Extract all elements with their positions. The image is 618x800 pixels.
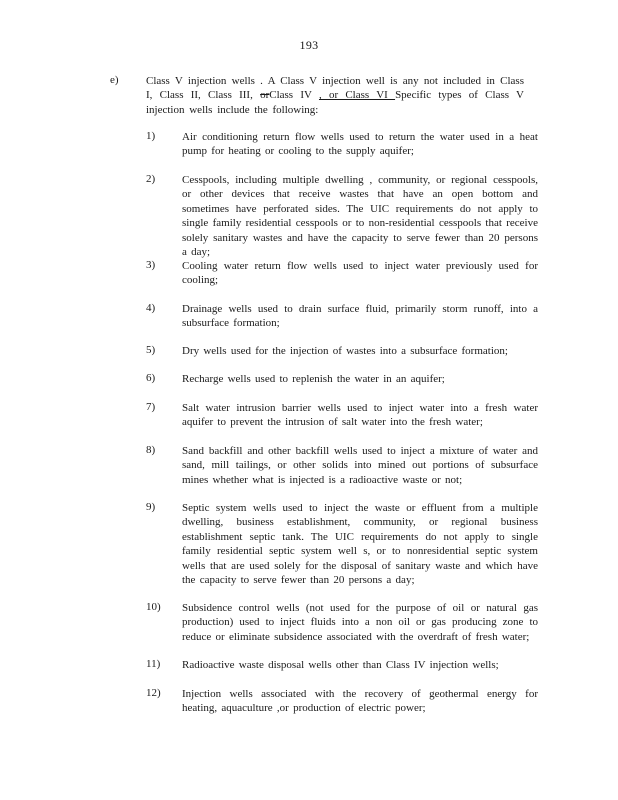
item-number: 10) [146,601,161,613]
item-number: 2) [146,173,156,185]
inserted-text: , or Class VI [318,89,396,102]
section-text-middle: Class IV [269,89,319,102]
item-text: Subsidence control wells (not used for the purpose of oil or natural gas production) used to inject fluids into a non oil or gas producing zone to reduce or eliminate subsidence associated with the overdraft of fresh water; [182,602,538,643]
item-text: Sand backfill and other backfill wells used to inject a mixture of water and sand, mill tailings, or other solids into mined out portions of subsurface mines whether what is injected is a radioactive waste or not; [182,445,538,486]
item-number: 5) [146,344,156,356]
section-text-before: Class V injection wells . A Class V injection well is any not included in Class I, Class II, Class III, [146,75,524,102]
item-number: 1) [146,130,156,142]
item-text: Drainage wells used to drain surface fluid, primarily storm runoff, into a subsurface formation; [182,303,538,330]
section-text-after: Specific types of Class V injection wells include the following: [146,89,524,116]
item-text: Injection wells associated with the recovery of geothermal energy for heating, aquaculture ,or production of electric power; [182,688,538,715]
item-number: 4) [146,302,156,314]
item-text: Air conditioning return flow wells used to return the water used in a heat pump for heating or cooling to the supply aquifer; [182,131,538,158]
item-text: Cesspools, including multiple dwelling , community, or regional cesspools, or other devices that receive wastes that have an open bottom and sometimes have perforated sides. The UIC requirements do not apply to single family residential cesspools or to non-residential cesspools that receive solely sanitary wastes and have the capacity to serve fewer than 20 persons a day; [182,174,538,259]
item-number: 7) [146,401,156,413]
item-number: 11) [146,658,161,670]
item-text: Cooling water return flow wells used to inject water previously used for cooling; [182,260,538,287]
item-number: 8) [146,444,156,456]
item-number: 12) [146,687,161,699]
item-number: 9) [146,501,156,513]
item-number: 3) [146,259,156,271]
page-number: 193 [299,38,319,52]
item-number: 6) [146,372,156,384]
section-letter: e) [110,74,119,86]
item-text: Radioactive waste disposal wells other than Class IV injection wells; [182,659,499,671]
item-text: Septic system wells used to inject the waste or effluent from a multiple dwelling, business establishment, community, or regional business establishment septic tank. The UIC requirements do not apply to single family residential septic system well s, or to nonresidential septic system wells that are used solely for the disposal of sanitary waste and which have the capacity to serve fewer than 20 persons a day; [182,502,538,587]
item-text: Dry wells used for the injection of wastes into a subsurface formation; [182,345,508,357]
item-text: Salt water intrusion barrier wells used to inject water into a fresh water aquifer to prevent the intrusion of salt water into the fresh water; [182,402,538,429]
item-text: Recharge wells used to replenish the water in an aquifer; [182,373,445,385]
section-intro-paragraph [146,74,524,117]
deleted-text: or [260,89,270,102]
